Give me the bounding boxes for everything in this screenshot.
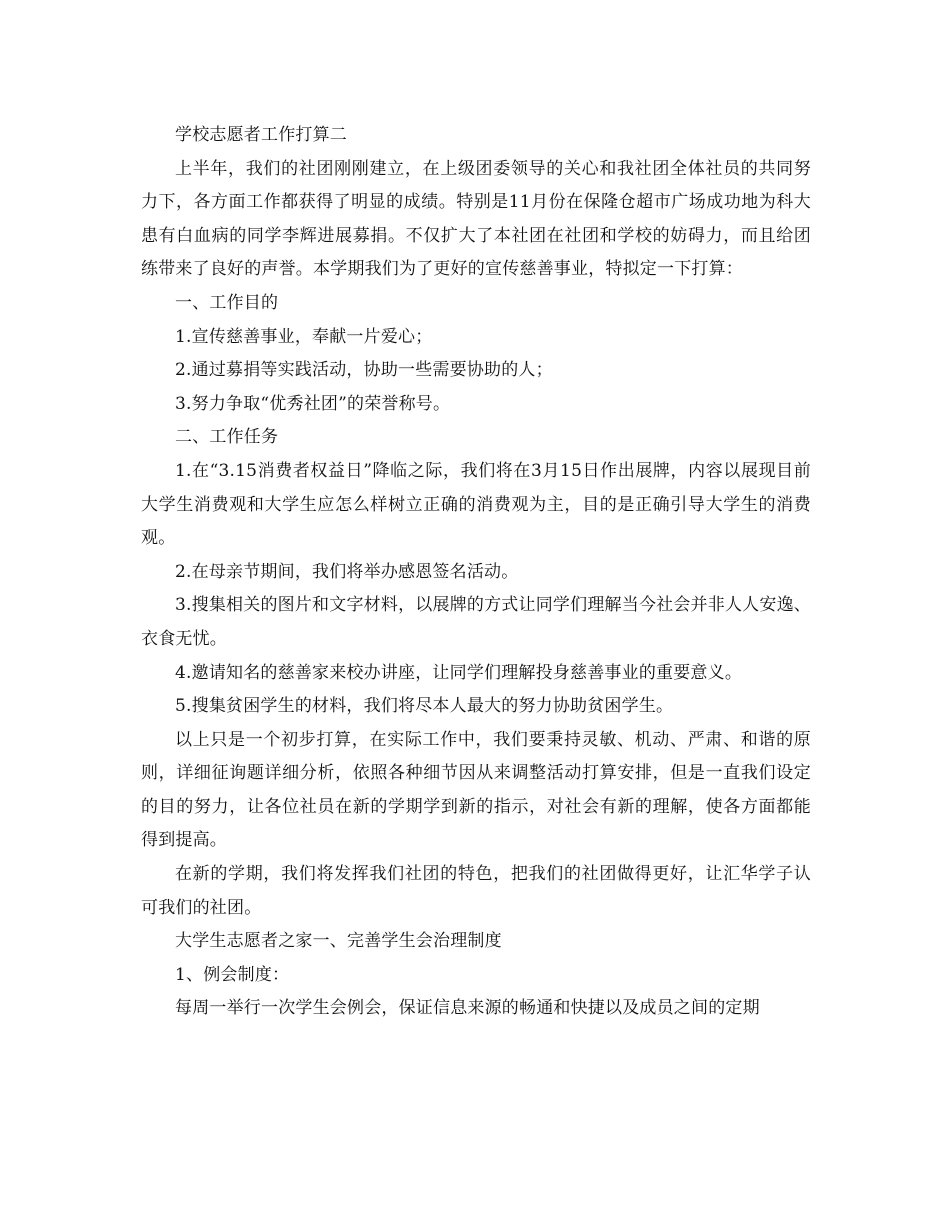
task-item: 4.邀请知名的慈善家来校办讲座，让同学们理解投身慈善事业的重要意义。 bbox=[175, 662, 743, 683]
intro-paragraph: 上半年，我们的社团刚刚建立，在上级团委领导的关心和我社团全体社员的共同努力下，各方面工作都获得了明显的成绩。特别是11月份在保隆仓超市广场成功地为科大患有白血病的同学李辉进展募捐。不仅扩大了本社团在社团和学校的妨碍力，而且给团练带来了良好的声誉。本学期我们为了更好的宣传慈善事业，特拟定一下打算： bbox=[141, 158, 811, 280]
section-heading-volunteer-home: 大学生志愿者之家一、完善学生会治理制度 bbox=[175, 931, 502, 952]
document-body bbox=[141, 119, 811, 1026]
summary-paragraph: 以上只是一个初步打算，在实际工作中，我们要秉持灵敏、机动、严肃、和谐的原则，详细征询题详细分析，依照各种细节因从来调整活动打算安排，但是一直我们设定的目的努力，让各位社员在新的学期学到新的指示，对社会有新的理解，使各方面都能得到提高。 bbox=[141, 729, 811, 851]
section-heading-goals: 一、工作目的 bbox=[175, 292, 279, 313]
meeting-paragraph: 每周一举行一次学生会例会，保证信息来源的畅通和快捷以及成员之间的定期 bbox=[175, 998, 760, 1019]
task-item: 1.在“3.15消费者权益日”降临之际，我们将在3月15日作出展牌，内容以展现目前大学生消费观和大学生应怎么样树立正确的消费观为主，目的是正确引导大学生的消费观。 bbox=[141, 460, 811, 549]
task-item: 3.搜集相关的图片和文字材料，以展牌的方式让同学们理解当今社会并非人人安逸、衣食无忧。 bbox=[141, 595, 811, 649]
subsection-heading-meeting: 1、例会制度： bbox=[175, 964, 290, 985]
goal-item: 3.努力争取“优秀社团”的荣誉称号。 bbox=[175, 393, 451, 414]
task-item: 2.在母亲节期间，我们将举办感恩签名活动。 bbox=[175, 561, 519, 582]
closing-paragraph: 在新的学期，我们将发挥我们社团的特色，把我们的社团做得更好，让汇华学子认可我们的社团。 bbox=[141, 864, 811, 918]
goal-item: 2.通过募捐等实践活动，协助一些需要协助的人； bbox=[175, 360, 553, 381]
goal-item: 1.宣传慈善事业，奉献一片爱心； bbox=[175, 326, 433, 347]
task-item: 5.搜集贫困学生的材料，我们将尽本人最大的努力协助贫困学生。 bbox=[175, 696, 674, 717]
document-title: 学校志愿者工作打算二 bbox=[175, 125, 347, 145]
section-heading-tasks: 二、工作任务 bbox=[175, 427, 279, 448]
